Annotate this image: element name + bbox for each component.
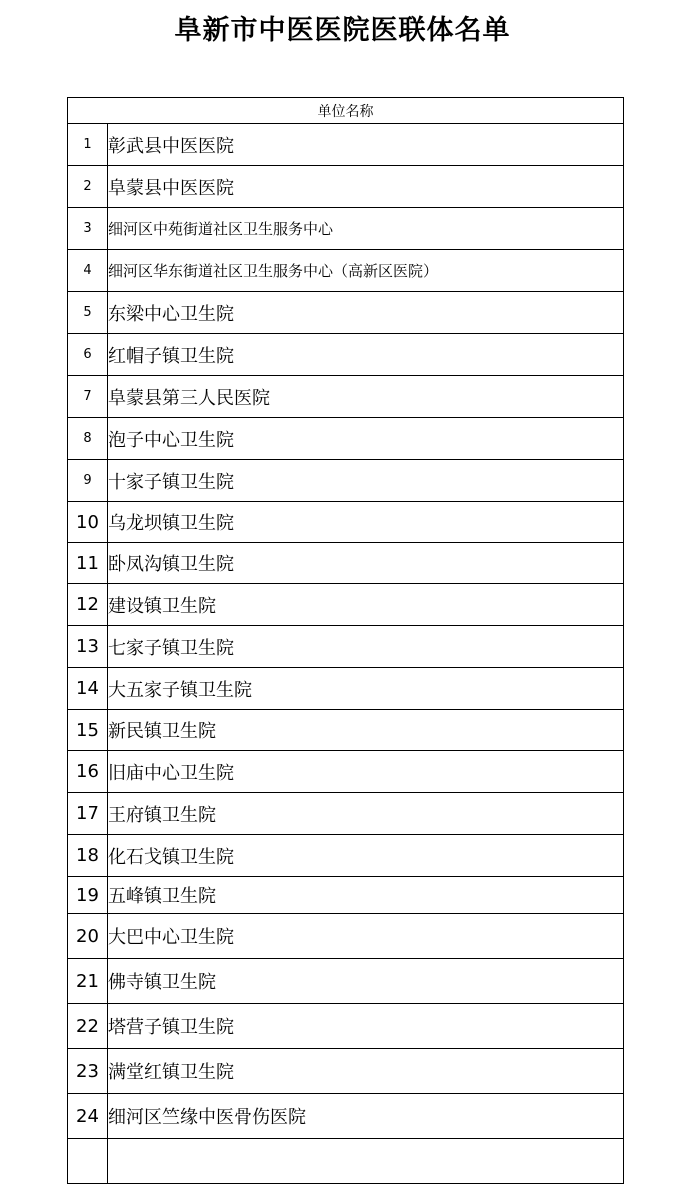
table-row xyxy=(68,959,624,1004)
unit-name: 阜蒙县第三人民医院 xyxy=(108,376,624,418)
unit-name: 建设镇卫生院 xyxy=(108,584,624,626)
unit-name: 旧庙中心卫生院 xyxy=(108,751,624,793)
table-row xyxy=(68,835,624,877)
table-row xyxy=(68,626,624,668)
table-row xyxy=(68,166,624,208)
row-number: 10 xyxy=(68,502,108,543)
table-row xyxy=(68,1094,624,1139)
row-number: 12 xyxy=(68,584,108,626)
unit-name: 泡子中心卫生院 xyxy=(108,418,624,460)
unit-name: 满堂红镇卫生院 xyxy=(108,1049,624,1094)
row-number: 23 xyxy=(68,1049,108,1094)
row-number: 2 xyxy=(68,166,108,208)
row-number: 20 xyxy=(68,914,108,959)
row-number: 11 xyxy=(68,543,108,584)
row-number-empty xyxy=(68,1139,108,1184)
table-row xyxy=(68,208,624,250)
table-row xyxy=(68,877,624,914)
unit-name: 细河区华东街道社区卫生服务中心（高新区医院） xyxy=(108,250,624,292)
unit-name: 王府镇卫生院 xyxy=(108,793,624,835)
unit-name: 大五家子镇卫生院 xyxy=(108,668,624,710)
column-header-unit-name: 单位名称 xyxy=(68,98,624,124)
page-title: 阜新市中医医院医联体名单 xyxy=(174,15,511,46)
table-row xyxy=(68,124,624,166)
row-number: 9 xyxy=(68,460,108,502)
row-number: 24 xyxy=(68,1094,108,1139)
unit-name: 化石戈镇卫生院 xyxy=(108,835,624,877)
table-row xyxy=(68,710,624,751)
row-number: 4 xyxy=(68,250,108,292)
table-row xyxy=(68,543,624,584)
row-number: 3 xyxy=(68,208,108,250)
unit-name: 红帽子镇卫生院 xyxy=(108,334,624,376)
table-row-empty xyxy=(68,1139,624,1184)
table-row xyxy=(68,502,624,543)
row-number: 17 xyxy=(68,793,108,835)
table-row xyxy=(68,376,624,418)
table-row xyxy=(68,584,624,626)
unit-name: 七家子镇卫生院 xyxy=(108,626,624,668)
unit-name: 塔营子镇卫生院 xyxy=(108,1004,624,1049)
row-number: 19 xyxy=(68,877,108,914)
row-number: 6 xyxy=(68,334,108,376)
unit-name: 乌龙坝镇卫生院 xyxy=(108,502,624,543)
row-number: 8 xyxy=(68,418,108,460)
row-number: 5 xyxy=(68,292,108,334)
row-number: 18 xyxy=(68,835,108,877)
table-row xyxy=(68,793,624,835)
row-number: 13 xyxy=(68,626,108,668)
row-number: 7 xyxy=(68,376,108,418)
unit-name: 卧凤沟镇卫生院 xyxy=(108,543,624,584)
unit-name: 新民镇卫生院 xyxy=(108,710,624,751)
unit-name: 彰武县中医医院 xyxy=(108,124,624,166)
unit-name: 十家子镇卫生院 xyxy=(108,460,624,502)
unit-name: 东梁中心卫生院 xyxy=(108,292,624,334)
table-row xyxy=(68,1049,624,1094)
row-number: 15 xyxy=(68,710,108,751)
table-header-row xyxy=(68,98,624,124)
table-row xyxy=(68,914,624,959)
row-number: 22 xyxy=(68,1004,108,1049)
table-row xyxy=(68,460,624,502)
unit-name: 五峰镇卫生院 xyxy=(108,877,624,914)
row-number: 21 xyxy=(68,959,108,1004)
table-row xyxy=(68,334,624,376)
unit-name: 细河区中苑街道社区卫生服务中心 xyxy=(108,208,624,250)
table-row xyxy=(68,418,624,460)
row-number: 16 xyxy=(68,751,108,793)
unit-name: 细河区竺缘中医骨伤医院 xyxy=(108,1094,624,1139)
unit-name: 佛寺镇卫生院 xyxy=(108,959,624,1004)
table-row xyxy=(68,751,624,793)
row-number: 14 xyxy=(68,668,108,710)
unit-name-empty xyxy=(108,1139,624,1184)
unit-name: 大巴中心卫生院 xyxy=(108,914,624,959)
table-row xyxy=(68,668,624,710)
table-row xyxy=(68,1004,624,1049)
table-row xyxy=(68,292,624,334)
hospital-roster-table xyxy=(67,97,624,1184)
row-number: 1 xyxy=(68,124,108,166)
unit-name: 阜蒙县中医医院 xyxy=(108,166,624,208)
table-row xyxy=(68,250,624,292)
